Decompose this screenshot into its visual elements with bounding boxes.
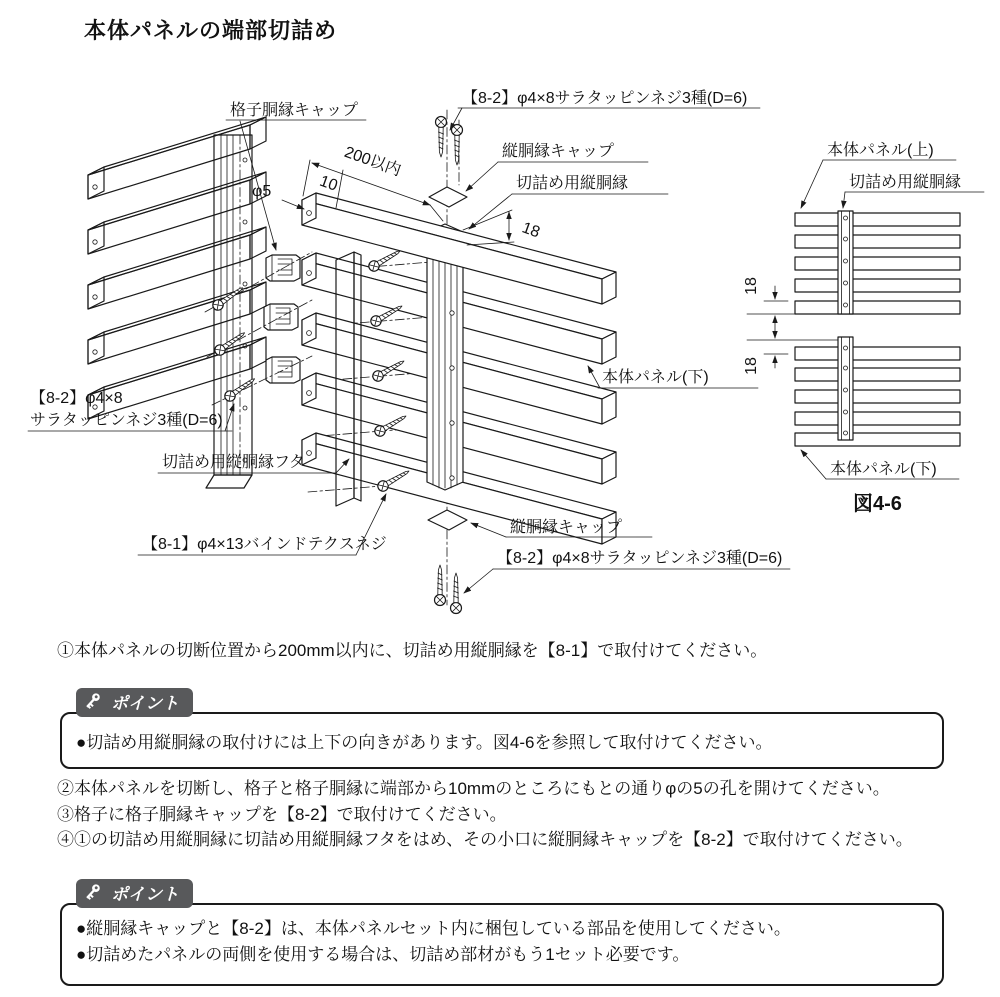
label-screw82-bottom xyxy=(464,549,790,593)
svg-text:縦胴縁キャップ: 縦胴縁キャップ xyxy=(502,143,615,160)
slat xyxy=(88,282,266,364)
svg-text:本体パネル(下): 本体パネル(下) xyxy=(602,369,709,386)
label-screw82-left xyxy=(28,389,234,431)
screw-icon xyxy=(452,125,463,166)
key-icon xyxy=(85,691,105,713)
slat xyxy=(88,117,266,199)
screw-icon xyxy=(435,565,446,606)
point-tab xyxy=(76,879,193,908)
slat xyxy=(88,227,266,309)
point-tab-label: ポイント xyxy=(111,885,179,904)
point-item: ●縦胴縁キャップと【8-2】は、本体パネルセット内に梱包している部品を使用してください。 xyxy=(76,919,791,938)
svg-text:切詰め用縦胴縁フタ: 切詰め用縦胴縁フタ xyxy=(162,454,305,471)
fig4-6-label-panel-lower xyxy=(801,450,959,479)
label-vert-cap-bottom xyxy=(471,518,652,537)
vert-cap-diamond-top xyxy=(429,187,467,207)
instruction-step-1: ①本体パネルの切断位置から200mm以内に、切詰め用縦胴縁を【8-1】で取付けてください。 xyxy=(57,641,768,660)
screw-icon xyxy=(436,117,447,158)
slat xyxy=(88,172,266,254)
dim-phi5-label: φ5 xyxy=(252,183,272,200)
point-item: ●切詰めたパネルの両側を使用する場合は、切詰め部材がもう1セット必要です。 xyxy=(76,945,690,964)
screw-icon xyxy=(213,329,248,358)
fig4-6-dim-18-upper: 18 xyxy=(743,277,760,295)
fig4-6-upper-panel xyxy=(795,211,960,314)
fig4-6 xyxy=(743,141,984,515)
dim-200-label: 200以内 xyxy=(342,143,404,180)
screw-icon xyxy=(451,573,462,614)
vert-cap-diamond-bottom xyxy=(428,510,467,530)
instruction-step-4: ④①の切詰め用縦胴縁に切詰め用縦胴縁フタをはめ、その小口に縦胴縁キャップを【8-2】で取付けてください。 xyxy=(57,830,913,849)
svg-text:本体パネル(上): 本体パネル(上) xyxy=(827,142,934,159)
grid-cap-pieces xyxy=(211,255,300,403)
label-screw81 xyxy=(138,494,387,555)
technical-diagram xyxy=(0,60,1000,640)
key-icon xyxy=(85,882,105,904)
svg-text:縦胴縁キャップ: 縦胴縁キャップ xyxy=(510,519,623,536)
point-box-2 xyxy=(60,885,944,986)
svg-text:【8-2】φ4×8サラタッピンネジ3種(D=6): 【8-2】φ4×8サラタッピンネジ3種(D=6) xyxy=(462,90,748,107)
point-box-1 xyxy=(60,694,944,769)
svg-text:【8-1】φ4×13バインドテクスネジ: 【8-1】φ4×13バインドテクスネジ xyxy=(142,536,387,553)
fig4-6-label-kiritsume-vert xyxy=(843,173,984,208)
svg-text:切詰め用縦胴縁: 切詰め用縦胴縁 xyxy=(516,175,629,192)
svg-text:切詰め用縦胴縁: 切詰め用縦胴縁 xyxy=(849,174,962,191)
point-tab-label: ポイント xyxy=(111,694,179,713)
label-panel-lower-center xyxy=(588,366,758,388)
page-title: 本体パネルの端部切詰め xyxy=(84,18,338,43)
fig4-6-lower-panel xyxy=(795,337,960,446)
instruction-step-2: ②本体パネルを切断し、格子と格子胴縁に端部から10mmのところにもとの通りφの5の孔を開けてください。 xyxy=(57,779,890,798)
svg-text:【8-2】φ4×8サラタッピンネジ3種(D=6): 【8-2】φ4×8サラタッピンネジ3種(D=6) xyxy=(497,550,783,567)
fig4-6-caption: 図4-6 xyxy=(853,493,902,515)
fig4-6-dim-18-lower: 18 xyxy=(743,357,760,375)
label-kiritsume-vert xyxy=(469,174,668,229)
instruction-step-3: ③格子に格子胴縁キャップを【8-2】で取付けてください。 xyxy=(57,805,507,824)
svg-text:格子胴縁キャップ: 格子胴縁キャップ xyxy=(230,102,359,119)
point-item: ●切詰め用縦胴縁の取付けには上下の向きがあります。図4-6を参照して取付けてください。 xyxy=(76,733,773,752)
dim-18-label: 18 xyxy=(519,219,543,242)
left-panel-assembly xyxy=(88,117,266,488)
svg-text:本体パネル(下): 本体パネル(下) xyxy=(830,461,937,478)
point-tab xyxy=(76,688,193,717)
dim-10-label: 10 xyxy=(317,172,340,195)
label-screw82-top xyxy=(450,89,760,130)
dimension-phi5 xyxy=(252,183,304,209)
svg-text:サラタッピンネジ3種(D=6): サラタッピンネジ3種(D=6) xyxy=(30,412,223,429)
svg-text:【8-2】φ4×8: 【8-2】φ4×8 xyxy=(30,390,123,407)
